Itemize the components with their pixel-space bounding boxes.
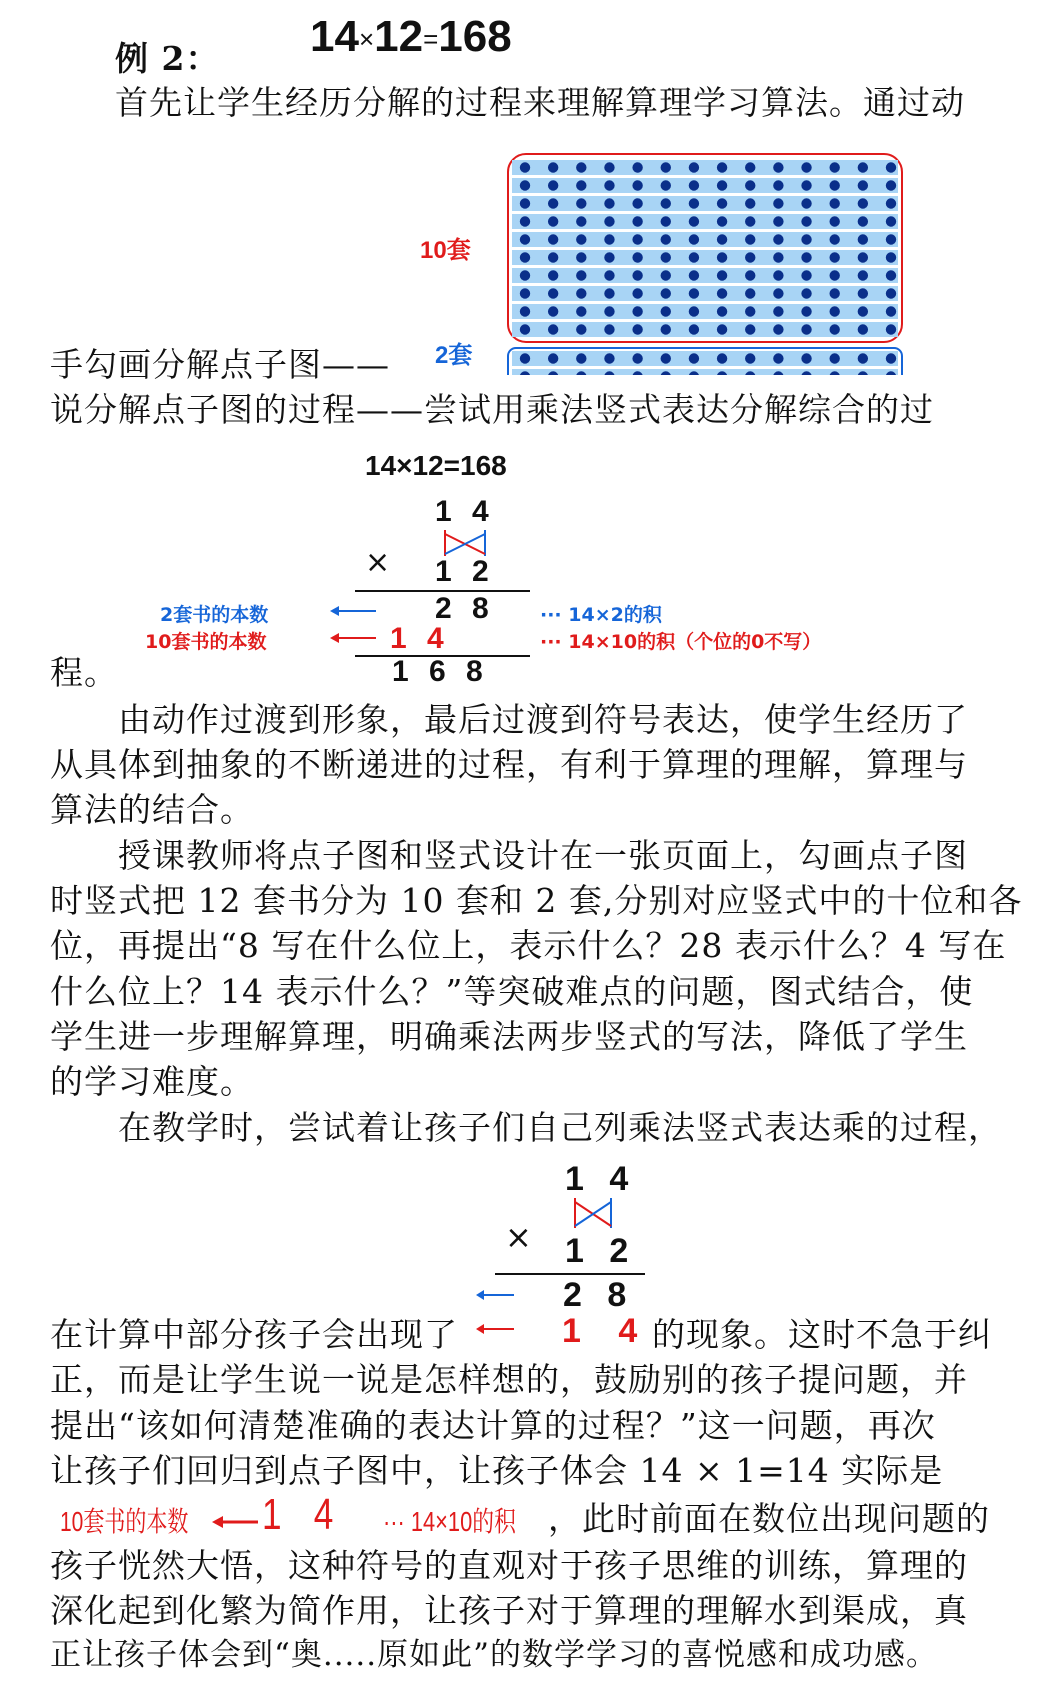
dot	[548, 324, 558, 334]
dot	[717, 306, 727, 316]
dot	[801, 288, 811, 298]
example-label: 例 2：	[115, 39, 220, 78]
dot	[689, 270, 699, 280]
dot	[576, 306, 586, 316]
paragraph-line: 首先让学生经历分解的过程来理解算理学习算法。通过动	[115, 83, 965, 122]
arrow-icon	[476, 1288, 516, 1302]
multiplier-2: 1 2	[565, 1232, 637, 1270]
dot	[717, 180, 727, 190]
paragraph-line: 由动作过渡到形象，最后过渡到符号表达，使学生经历了	[118, 700, 968, 739]
dot	[632, 198, 642, 208]
dot-row	[512, 232, 898, 247]
note-10-sets: 10套书的本数	[145, 631, 267, 653]
dot	[745, 162, 755, 172]
dot	[717, 216, 727, 226]
dot	[689, 162, 699, 172]
paragraph-line: 让孩子们回归到点子图中，让孩子体会 14 × 1=14 实际是	[50, 1451, 944, 1490]
dot-row	[512, 322, 898, 337]
dot	[829, 162, 839, 172]
dot	[632, 324, 642, 334]
note-product-10: ··· 14×10的积（个位的0不写）	[540, 631, 822, 653]
dot	[576, 288, 586, 298]
dot	[632, 288, 642, 298]
dot-row	[512, 268, 898, 283]
dot	[576, 234, 586, 244]
paragraph-line: 正，而是让学生说一说是怎样想的，鼓励别的孩子提问题，并	[50, 1360, 968, 1399]
partial-product-2: 1 4	[390, 622, 450, 655]
dot	[886, 353, 896, 363]
dot-diagram	[505, 150, 915, 375]
dot	[858, 234, 868, 244]
dot	[801, 252, 811, 262]
dot-row	[512, 160, 898, 175]
eq-equals: =	[423, 23, 439, 54]
dot	[773, 162, 783, 172]
dot	[520, 288, 530, 298]
paragraph-line: 位，再提出“8 写在什么位上，表示什么？28 表示什么？4 写在	[50, 926, 1007, 965]
dot	[773, 353, 783, 363]
dot	[773, 306, 783, 316]
dot	[548, 198, 558, 208]
dot	[548, 216, 558, 226]
dot	[801, 180, 811, 190]
dot	[520, 270, 530, 280]
paragraph-line: 授课教师将点子图和竖式设计在一张页面上，勾画点子图	[118, 836, 968, 875]
dot-row	[512, 178, 898, 193]
dot	[604, 252, 614, 262]
dot	[829, 216, 839, 226]
multiplicand-2: 1 4	[565, 1160, 637, 1198]
dot	[829, 306, 839, 316]
dot	[858, 216, 868, 226]
inline-label-10-sets: 10套书的本数	[60, 1506, 189, 1537]
note-product-2: ··· 14×2的积	[540, 604, 662, 626]
bowtie-icon	[570, 1196, 616, 1230]
dot	[858, 306, 868, 316]
dot	[604, 353, 614, 363]
arrow-icon	[212, 1514, 260, 1530]
dot	[576, 180, 586, 190]
times-sign: ×	[365, 545, 391, 580]
dot	[604, 234, 614, 244]
paragraph-line: 学生进一步理解算理，明确乘法两步竖式的写法，降低了学生	[50, 1017, 968, 1056]
dot	[604, 324, 614, 334]
dot	[773, 234, 783, 244]
dot	[886, 216, 896, 226]
dot	[886, 306, 896, 316]
divider-line	[495, 1273, 645, 1275]
dot	[829, 180, 839, 190]
paragraph-line: 在计算中部分孩子会出现了	[50, 1315, 458, 1354]
paragraph-line: 程。	[50, 653, 118, 692]
dot	[548, 162, 558, 172]
dot	[773, 270, 783, 280]
paragraph-line: 正让孩子体会到“奥.....原如此”的数学学习的喜悦感和成功感。	[50, 1637, 938, 1673]
inline-note: ··· 14×10的积	[383, 1506, 516, 1537]
dot	[520, 216, 530, 226]
dot	[520, 353, 530, 363]
dot	[886, 288, 896, 298]
dot	[717, 353, 727, 363]
dot	[520, 198, 530, 208]
inline-digits: 1 4	[262, 1490, 345, 1539]
product: 1 6 8	[392, 655, 489, 688]
dot	[745, 252, 755, 262]
dot	[858, 270, 868, 280]
dot	[745, 288, 755, 298]
dot	[661, 252, 671, 262]
dot	[661, 288, 671, 298]
dot	[745, 324, 755, 334]
eq-part-b: 12	[374, 12, 424, 61]
dot	[829, 353, 839, 363]
dot	[745, 216, 755, 226]
dot	[689, 288, 699, 298]
dot	[632, 180, 642, 190]
dot	[661, 306, 671, 316]
dot	[689, 306, 699, 316]
dot	[801, 353, 811, 363]
dot	[689, 216, 699, 226]
dot	[520, 324, 530, 334]
dot	[829, 324, 839, 334]
dot	[801, 162, 811, 172]
dot	[745, 270, 755, 280]
dot	[886, 198, 896, 208]
paragraph-line: 时竖式把 12 套书分为 10 套和 2 套,分别对应竖式中的十位和各	[50, 881, 1023, 920]
paragraph-line: 什么位上？14 表示什么？”等突破难点的问题，图式结合，使	[50, 972, 974, 1011]
eq-part-c: 168	[438, 12, 512, 61]
dot	[801, 234, 811, 244]
dot	[604, 306, 614, 316]
paragraph-line: 说分解点子图的过程——尝试用乘法竖式表达分解综合的过	[50, 390, 934, 429]
dot	[773, 216, 783, 226]
dot	[632, 353, 642, 363]
dot	[520, 306, 530, 316]
paragraph-line: 从具体到抽象的不断递进的过程，有利于算理的理解，算理与	[50, 745, 968, 784]
dot	[548, 234, 558, 244]
dot	[576, 353, 586, 363]
dot-row	[512, 304, 898, 319]
dot	[829, 234, 839, 244]
dot	[858, 324, 868, 334]
paragraph-line: 算法的结合。	[50, 790, 254, 829]
dot	[548, 353, 558, 363]
dot	[801, 270, 811, 280]
vertical-equation: 14×12=168	[365, 450, 507, 481]
times-sign-2: ×	[505, 1218, 532, 1256]
dot	[858, 162, 868, 172]
paragraph-line: 的学习难度。	[50, 1062, 254, 1101]
dot	[632, 234, 642, 244]
dot	[717, 270, 727, 280]
dot	[548, 306, 558, 316]
dot	[886, 270, 896, 280]
dot	[745, 353, 755, 363]
dot	[745, 180, 755, 190]
dot	[858, 288, 868, 298]
label-2-sets: 2套	[435, 342, 473, 369]
dot	[604, 288, 614, 298]
dot	[717, 234, 727, 244]
eq-part-a: 14	[310, 12, 359, 61]
dot	[548, 180, 558, 190]
multiplier: 1 2	[435, 555, 495, 588]
dot	[773, 288, 783, 298]
dot	[773, 198, 783, 208]
dot	[886, 252, 896, 262]
eq-times: ×	[358, 23, 375, 54]
dot	[604, 198, 614, 208]
dot	[604, 162, 614, 172]
dot	[576, 216, 586, 226]
dot	[745, 234, 755, 244]
dot	[689, 198, 699, 208]
dot	[604, 216, 614, 226]
dot	[548, 252, 558, 262]
dot	[801, 198, 811, 208]
dot	[886, 180, 896, 190]
dot	[661, 234, 671, 244]
dot	[576, 324, 586, 334]
paragraph-line: 的现象。这时不急于纠	[652, 1315, 992, 1354]
dot	[773, 252, 783, 262]
dot	[886, 324, 896, 334]
dot	[773, 324, 783, 334]
dot	[661, 216, 671, 226]
partial-product-2-1: 2 8	[563, 1276, 635, 1314]
dot-row	[512, 286, 898, 301]
dot	[548, 288, 558, 298]
dot	[801, 216, 811, 226]
note-2-sets: 2套书的本数	[160, 604, 269, 626]
dot	[689, 324, 699, 334]
dot	[801, 324, 811, 334]
dot	[717, 198, 727, 208]
dot	[576, 162, 586, 172]
arrow-icon	[476, 1322, 516, 1336]
dot	[801, 306, 811, 316]
dot	[689, 353, 699, 363]
paragraph-line: ，此时前面在数位出现问题的	[548, 1499, 990, 1538]
dot	[858, 353, 868, 363]
dot	[829, 252, 839, 262]
dot	[745, 198, 755, 208]
dot	[632, 252, 642, 262]
dot	[632, 162, 642, 172]
dot	[689, 252, 699, 262]
label-10-sets: 10套	[420, 237, 471, 264]
dot	[661, 353, 671, 363]
dot	[829, 288, 839, 298]
dot	[661, 180, 671, 190]
dot	[520, 234, 530, 244]
dot	[632, 270, 642, 280]
dot	[661, 162, 671, 172]
title-equation	[310, 12, 512, 62]
dot	[829, 198, 839, 208]
paragraph-line: 提出“该如何清楚准确的表达计算的过程？”这一问题，再次	[50, 1406, 936, 1445]
dot	[661, 270, 671, 280]
dot	[632, 306, 642, 316]
dot	[858, 252, 868, 262]
dot	[886, 162, 896, 172]
dot-row	[512, 250, 898, 265]
dot	[717, 162, 727, 172]
partial-product-1: 2 8	[435, 592, 495, 625]
dot	[745, 306, 755, 316]
dot-row	[512, 196, 898, 211]
dot-row	[512, 351, 898, 366]
multiplicand: 1 4	[435, 495, 495, 528]
dot	[520, 162, 530, 172]
dot	[576, 270, 586, 280]
dot	[548, 270, 558, 280]
bowtie-icon	[440, 528, 490, 558]
dot	[886, 234, 896, 244]
dot	[689, 234, 699, 244]
dot-row	[512, 369, 898, 375]
dot	[829, 270, 839, 280]
dot	[576, 252, 586, 262]
dot	[661, 324, 671, 334]
dot	[717, 252, 727, 262]
dot	[858, 180, 868, 190]
paragraph-line: 孩子恍然大悟，这种符号的直观对于孩子思维的训练，算理的	[50, 1546, 968, 1585]
dot	[576, 198, 586, 208]
dot	[520, 252, 530, 262]
paragraph-line: 深化起到化繁为简作用，让孩子对于算理的理解水到渠成，真	[50, 1591, 968, 1630]
dot	[689, 180, 699, 190]
dot	[858, 198, 868, 208]
dot	[604, 180, 614, 190]
dot	[604, 270, 614, 280]
dot-row	[512, 214, 898, 229]
dot	[773, 180, 783, 190]
wrong-partial-product: 1 4	[562, 1312, 652, 1350]
arrow-icon	[330, 601, 378, 651]
paragraph-line: 在教学时，尝试着让孩子们自己列乘法竖式表达乘的过程，	[118, 1108, 1002, 1147]
dot	[717, 288, 727, 298]
dot	[520, 180, 530, 190]
dot	[717, 324, 727, 334]
dot	[632, 216, 642, 226]
dot	[661, 198, 671, 208]
paragraph-line: 手勾画分解点子图——	[50, 345, 390, 384]
